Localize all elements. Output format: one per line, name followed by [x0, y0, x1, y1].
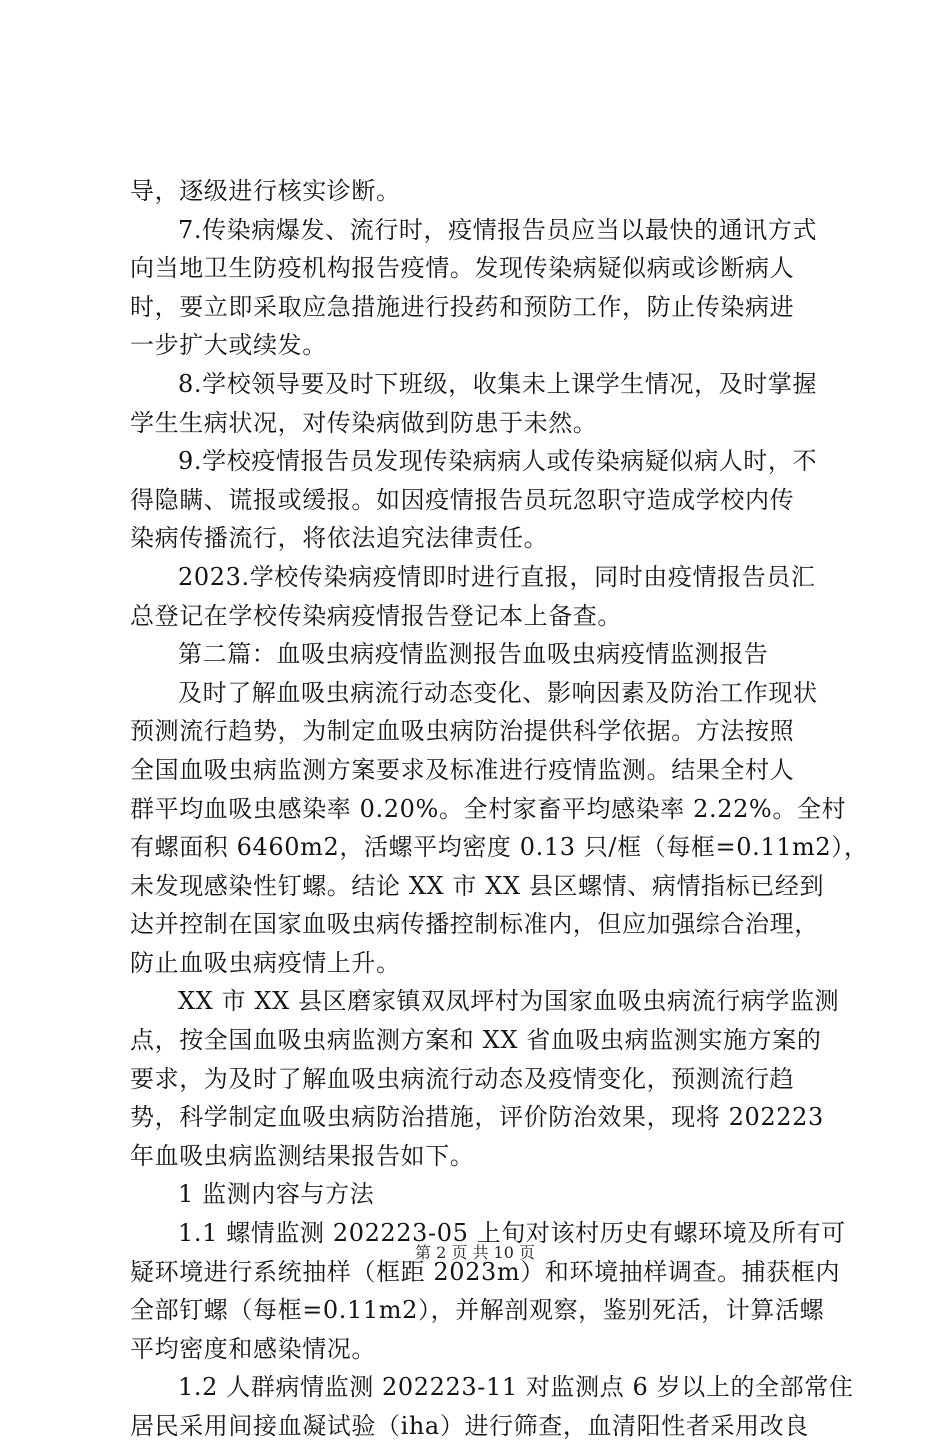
text-line: 年血吸虫病监测结果报告如下。 — [130, 1141, 475, 1170]
text-line: 有螺面积 6460m2，活螺平均密度 0.13 只/框（每框=0.11m2）， — [130, 833, 869, 862]
text-line: 达并控制在国家血吸虫病传播控制标准内，但应加强综合治理， — [130, 910, 819, 939]
text-line: 染病传播流行，将依法追究法律责任。 — [130, 524, 549, 553]
text-line: 全国血吸虫病监测方案要求及标准进行疫情监测。结果全村人 — [130, 755, 795, 784]
text-line: 及时了解血吸虫病流行动态变化、影响因素及防治工作现状 — [178, 678, 818, 707]
text-line: 导，逐级进行核实诊断。 — [130, 177, 401, 205]
text-line: 7.传染病爆发、流行时，疫情报告员应当以最快的通讯方式 — [178, 215, 818, 244]
text-line: 点，按全国血吸虫病监测方案和 XX 省血吸虫病监测实施方案的 — [130, 1026, 822, 1055]
text-line: 1.1 螺情监测 202223-05 上旬对该村历史有螺环境及所有可 — [178, 1219, 846, 1248]
text-line: 预测流行趋势，为制定血吸虫病防治提供科学依据。方法按照 — [130, 717, 795, 746]
text-line: 群平均血吸虫感染率 0.20%。全村家畜平均感染率 2.22%。全村 — [130, 794, 847, 823]
text-line: 要求，为及时了解血吸虫病流行动态及疫情变化，预测流行趋 — [130, 1064, 795, 1093]
text-line: 向当地卫生防疫机构报告疫情。发现传染病疑似病或诊断病人 — [130, 254, 795, 283]
text-line: 得隐瞒、谎报或缓报。如因疫情报告员玩忽职守造成学校内传 — [130, 485, 795, 514]
text-line: 8.学校领导要及时下班级，收集未上课学生情况，及时掌握 — [178, 369, 818, 398]
text-line: 未发现感染性钉螺。结论 XX 市 XX 县区螺情、病情指标已经到 — [130, 871, 825, 900]
section-heading: 第二篇：血吸虫病疫情监测报告血吸虫病疫情监测报告 — [178, 640, 769, 669]
text-line: 平均密度和感染情况。 — [130, 1334, 376, 1363]
text-line: XX 市 XX 县区磨家镇双凤坪村为国家血吸虫病流行病学监测 — [178, 987, 840, 1016]
text-line: 9.学校疫情报告员发现传染病病人或传染病疑似病人时，不 — [178, 447, 818, 476]
text-line: 2023.学校传染病疫情即时进行直报，同时由疫情报告员汇 — [178, 562, 816, 591]
text-line: 势，科学制定血吸虫病防治措施，评价防治效果，现将 202223 — [130, 1103, 824, 1132]
text-line: 疑环境进行系统抽样（框距 2023m）和环境抽样调查。捕获框内 — [130, 1257, 841, 1286]
text-line: 全部钉螺（每框=0.11m2），并解剖观察，鉴别死活，计算活螺 — [130, 1296, 825, 1325]
text-line: 1.2 人群病情监测 202223-11 对监测点 6 岁以上的全部常住 — [178, 1373, 854, 1402]
subsection-heading: 1 监测内容与方法 — [178, 1180, 375, 1209]
text-line: 居民采用间接血凝试验（iha）进行筛查，血清阳性者采用改良 — [130, 1412, 809, 1440]
text-line: 总登记在学校传染病疫情报告登记本上备查。 — [130, 601, 622, 630]
text-line: 时，要立即采取应急措施进行投药和预防工作，防止传染病进 — [130, 292, 795, 321]
text-line: 一步扩大或续发。 — [130, 331, 327, 360]
text-line: 学生生病状况，对传染病做到防患于未然。 — [130, 408, 598, 437]
page-footer: 第 2 页 共 10 页 — [415, 1243, 535, 1262]
text-line: 防止血吸虫病疫情上升。 — [130, 948, 401, 977]
